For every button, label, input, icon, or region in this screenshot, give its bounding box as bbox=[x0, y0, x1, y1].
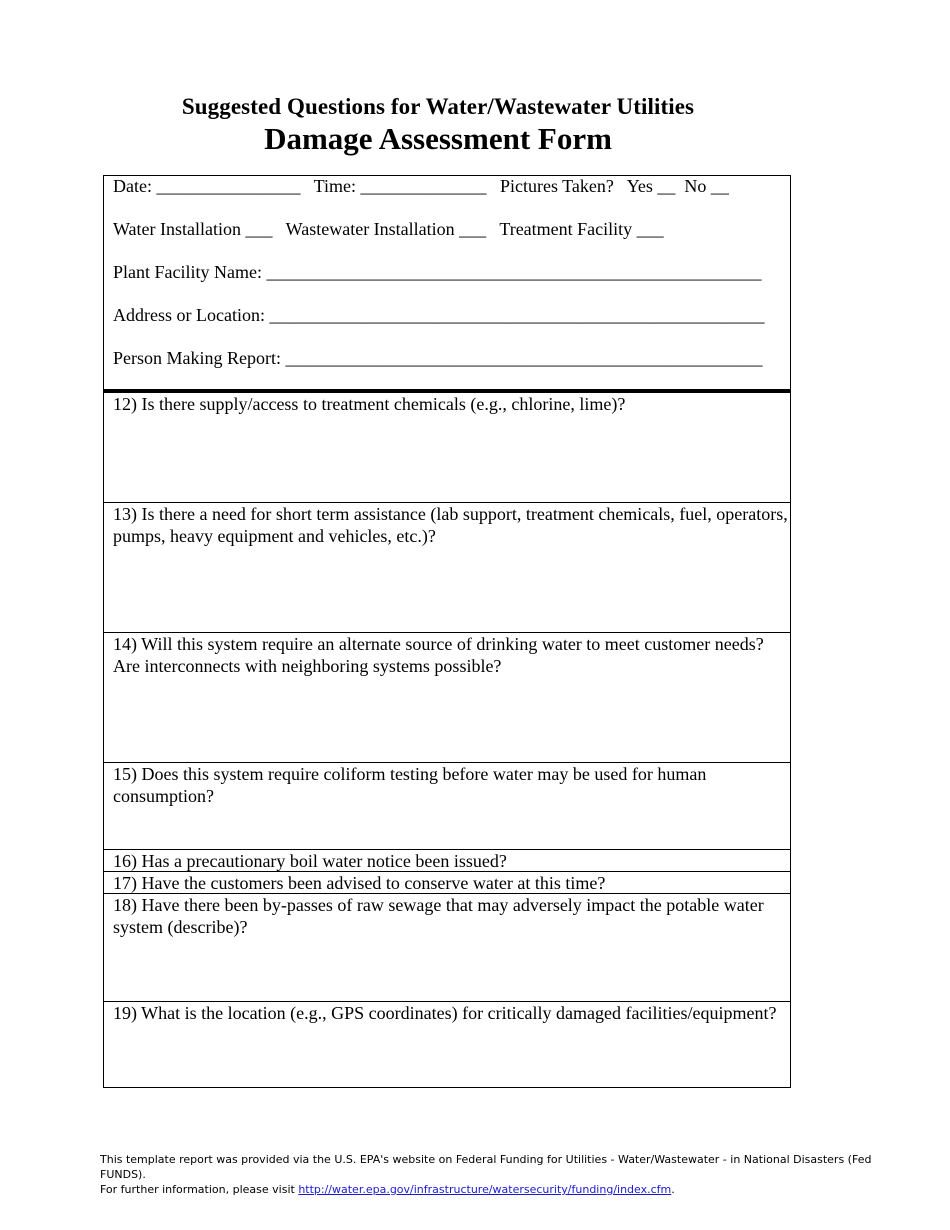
date-time-pictures-line[interactable]: Date: ________________ Time: ______________ Pictures Taken? Yes __ No __ bbox=[113, 176, 729, 196]
footer-line-1: This template report was provided via the U.S. EPA's website on Federal Funding for Utilities - Water/Wastewater - in National Disasters (Fed FUNDS). bbox=[100, 1153, 872, 1181]
footer-line-2 bbox=[100, 1182, 900, 1197]
epa-funding-link[interactable]: http://water.epa.gov/infrastructure/watersecurity/funding/index.cfm bbox=[298, 1183, 672, 1196]
question-14-text: 14) Will this system require an alternate source of drinking water to meet customer needs? Are interconnects with neighboring systems possible? bbox=[113, 634, 764, 676]
form-subtitle: Suggested Questions for Water/Wastewater Utilities bbox=[181, 94, 695, 119]
question-17-text: 17) Have the customers been advised to conserve water at this time? bbox=[113, 873, 606, 893]
damage-assessment-form bbox=[103, 175, 791, 1088]
question-12-text: 12) Is there supply/access to treatment chemicals (e.g., chlorine, lime)? bbox=[113, 394, 626, 414]
question-13[interactable] bbox=[104, 503, 790, 633]
question-18-text: 18) Have there been by-passes of raw sewage that may adversely impact the potable water system (describe)? bbox=[113, 895, 764, 937]
question-15[interactable] bbox=[104, 763, 790, 850]
question-15-text: 15) Does this system require coliform testing before water may be used for human consumption? bbox=[113, 764, 707, 806]
question-17[interactable] bbox=[104, 872, 790, 894]
installation-type-line[interactable]: Water Installation ___ Wastewater Installation ___ Treatment Facility ___ bbox=[113, 219, 664, 239]
question-14[interactable] bbox=[104, 633, 790, 763]
footer-line-2-prefix: For further information, please visit bbox=[100, 1183, 299, 1196]
question-19[interactable] bbox=[104, 1002, 790, 1087]
plant-facility-name-field[interactable]: Plant Facility Name: _______________________________________________________ bbox=[113, 262, 762, 282]
footer-line-2-suffix: . bbox=[671, 1183, 675, 1196]
question-13-text: 13) Is there a need for short term assistance (lab support, treatment chemicals, fuel, operators, pumps, heavy equipment and vehicles, etc.)? bbox=[113, 504, 788, 546]
question-16-text: 16) Has a precautionary boil water notice been issued? bbox=[113, 851, 507, 871]
question-12[interactable] bbox=[104, 393, 790, 503]
question-16[interactable] bbox=[104, 850, 790, 872]
footer-note bbox=[100, 1152, 900, 1197]
question-19-text: 19) What is the location (e.g., GPS coordinates) for critically damaged facilities/equipment? bbox=[113, 1003, 777, 1023]
address-location-field[interactable]: Address or Location: _______________________________________________________ bbox=[113, 305, 765, 325]
person-making-report-field[interactable]: Person Making Report: _____________________________________________________ bbox=[113, 348, 763, 368]
form-title: Damage Assessment Form bbox=[264, 121, 612, 156]
question-18[interactable] bbox=[104, 894, 790, 1002]
